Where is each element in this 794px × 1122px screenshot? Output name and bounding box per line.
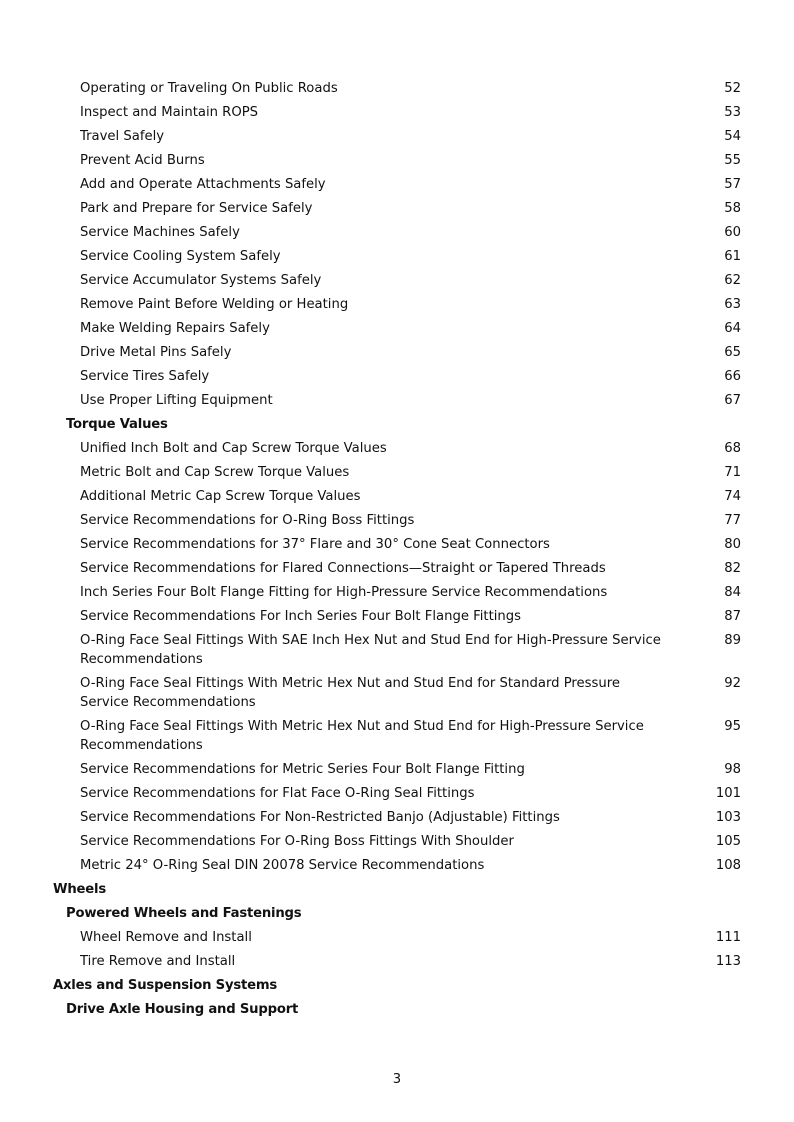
toc-entry-page: 57 xyxy=(724,176,741,192)
toc-entry-page: 62 xyxy=(724,272,741,288)
toc-entry[interactable] xyxy=(0,292,794,316)
toc-section-heading[interactable] xyxy=(0,997,794,1021)
toc-entry-page: 80 xyxy=(724,536,741,552)
toc-entry-page: 92 xyxy=(724,675,741,691)
toc-entry-page: 52 xyxy=(724,80,741,96)
toc-entry[interactable] xyxy=(0,340,794,364)
toc-entry[interactable] xyxy=(0,388,794,412)
toc-entry[interactable] xyxy=(0,853,794,877)
toc-entry[interactable] xyxy=(0,460,794,484)
toc-entry-page: 89 xyxy=(724,632,741,648)
toc-entry-title: Service Recommendations For O-Ring Boss Fittings With Shoulder xyxy=(80,833,514,849)
toc-entry-title: Service Recommendations for Flared Connections—Straight or Tapered Threads xyxy=(80,560,606,576)
toc-section-heading[interactable] xyxy=(0,877,794,901)
toc-entry-title: Service Recommendations for Flat Face O-Ring Seal Fittings xyxy=(80,785,475,801)
toc-entry-title: Service Recommendations for O-Ring Boss Fittings xyxy=(80,512,415,528)
toc-entry-page: 68 xyxy=(724,440,741,456)
toc-entry-title: Metric Bolt and Cap Screw Torque Values xyxy=(80,464,350,480)
toc-entry-page: 84 xyxy=(724,584,741,600)
toc-section-heading[interactable] xyxy=(0,412,794,436)
toc-entry-page: 111 xyxy=(715,929,741,945)
toc-entry-title: Remove Paint Before Welding or Heating xyxy=(80,296,349,312)
toc-entry[interactable] xyxy=(0,781,794,805)
toc-entry-page: 82 xyxy=(724,560,741,576)
toc-entry[interactable] xyxy=(0,714,794,757)
toc-entry-title: Service Tires Safely xyxy=(80,368,210,384)
toc-entry[interactable] xyxy=(0,196,794,220)
toc-entry-title: Make Welding Repairs Safely xyxy=(80,320,270,336)
toc-entry[interactable] xyxy=(0,757,794,781)
toc-entry-title: Metric 24° O-Ring Seal DIN 20078 Service Recommendations xyxy=(80,857,485,873)
toc-entry-page: 101 xyxy=(715,785,741,801)
toc-entry[interactable] xyxy=(0,628,794,671)
toc-entry[interactable] xyxy=(0,671,794,714)
toc-entry-title: O-Ring Face Seal Fittings With Metric Hex Nut and Stud End for High-Pressure Service Recommendations xyxy=(80,718,644,753)
toc-entry[interactable] xyxy=(0,268,794,292)
toc-entry-title: Additional Metric Cap Screw Torque Values xyxy=(80,488,361,504)
toc-entry-title: Powered Wheels and Fastenings xyxy=(66,905,302,921)
toc-entry-page: 108 xyxy=(715,857,741,873)
toc-entry[interactable] xyxy=(0,76,794,100)
toc-entry-title: Wheels xyxy=(53,881,106,897)
toc-entry[interactable] xyxy=(0,580,794,604)
toc-entry[interactable] xyxy=(0,244,794,268)
toc-entry[interactable] xyxy=(0,364,794,388)
toc-entry-title: Drive Axle Housing and Support xyxy=(66,1001,299,1017)
toc-entry-title: Service Recommendations for Metric Series Four Bolt Flange Fitting xyxy=(80,761,525,777)
toc-entry-page: 87 xyxy=(724,608,741,624)
toc-entry-title: Add and Operate Attachments Safely xyxy=(80,176,326,192)
toc-entry[interactable] xyxy=(0,436,794,460)
toc-entry-page: 63 xyxy=(724,296,741,312)
toc-entry-page: 113 xyxy=(715,953,741,969)
toc-entry-title: Service Recommendations For Non-Restricted Banjo (Adjustable) Fittings xyxy=(80,809,560,825)
toc-entry-title: Axles and Suspension Systems xyxy=(53,977,278,993)
toc-entry-title: Drive Metal Pins Safely xyxy=(80,344,232,360)
toc-entry-title: Wheel Remove and Install xyxy=(80,929,252,945)
toc-entry-title: Unified Inch Bolt and Cap Screw Torque Values xyxy=(80,440,387,456)
toc-entry-page: 58 xyxy=(724,200,741,216)
toc-entry-page: 65 xyxy=(724,344,741,360)
toc-entry[interactable] xyxy=(0,220,794,244)
toc-entry[interactable] xyxy=(0,532,794,556)
toc-entry[interactable] xyxy=(0,148,794,172)
toc-entry-title: Inch Series Four Bolt Flange Fitting for High-Pressure Service Recommendations xyxy=(80,584,608,600)
toc-entry-title: Service Machines Safely xyxy=(80,224,240,240)
toc-entry-page: 77 xyxy=(724,512,741,528)
toc-entry[interactable] xyxy=(0,604,794,628)
toc-entry-title: O-Ring Face Seal Fittings With Metric Hex Nut and Stud End for Standard Pressure Service Recommendations xyxy=(80,675,621,710)
toc-entry[interactable] xyxy=(0,316,794,340)
toc-entry[interactable] xyxy=(0,925,794,949)
toc-entry-title: Inspect and Maintain ROPS xyxy=(80,104,259,120)
toc-entry-page: 64 xyxy=(724,320,741,336)
toc-entry-page: 61 xyxy=(724,248,741,264)
toc-entry[interactable] xyxy=(0,805,794,829)
toc-entry-title: Service Accumulator Systems Safely xyxy=(80,272,322,288)
toc-entry-page: 95 xyxy=(724,718,741,734)
page-number: 3 xyxy=(392,1072,402,1087)
toc-entry-title: Use Proper Lifting Equipment xyxy=(80,392,273,408)
toc-entry-page: 103 xyxy=(715,809,741,825)
toc-entry-title: Park and Prepare for Service Safely xyxy=(80,200,313,216)
toc-entry[interactable] xyxy=(0,829,794,853)
toc-entry-title: Service Cooling System Safely xyxy=(80,248,281,264)
toc-entry-title: Travel Safely xyxy=(80,128,165,144)
toc-entry[interactable] xyxy=(0,124,794,148)
toc-entry-title: Service Recommendations for 37° Flare and 30° Cone Seat Connectors xyxy=(80,536,550,552)
toc-entry-title: O-Ring Face Seal Fittings With SAE Inch Hex Nut and Stud End for High-Pressure Service Recommendations xyxy=(80,632,661,667)
toc-entry[interactable] xyxy=(0,100,794,124)
toc-entry[interactable] xyxy=(0,556,794,580)
toc-entry-page: 54 xyxy=(724,128,741,144)
toc-entry-title: Torque Values xyxy=(66,416,168,432)
toc-entry[interactable] xyxy=(0,172,794,196)
toc-entry-page: 74 xyxy=(724,488,741,504)
toc-entry-title: Prevent Acid Burns xyxy=(80,152,205,168)
toc-entry-page: 98 xyxy=(724,761,741,777)
toc-entry[interactable] xyxy=(0,949,794,973)
toc-entry-title: Service Recommendations For Inch Series Four Bolt Flange Fittings xyxy=(80,608,522,624)
toc-entry-page: 66 xyxy=(724,368,741,384)
toc-entry[interactable] xyxy=(0,484,794,508)
toc-entry-page: 55 xyxy=(724,152,741,168)
toc-entry-page: 105 xyxy=(715,833,741,849)
toc-entry-page: 67 xyxy=(724,392,741,408)
toc-section-heading[interactable] xyxy=(0,901,794,925)
toc-entry-title: Operating or Traveling On Public Roads xyxy=(80,80,338,96)
toc-entry-title: Tire Remove and Install xyxy=(80,953,236,969)
toc-section-heading[interactable] xyxy=(0,973,794,997)
table-of-contents xyxy=(0,76,794,1021)
toc-entry[interactable] xyxy=(0,508,794,532)
toc-entry-page: 71 xyxy=(724,464,741,480)
toc-entry-page: 53 xyxy=(724,104,741,120)
toc-entry-page: 60 xyxy=(724,224,741,240)
